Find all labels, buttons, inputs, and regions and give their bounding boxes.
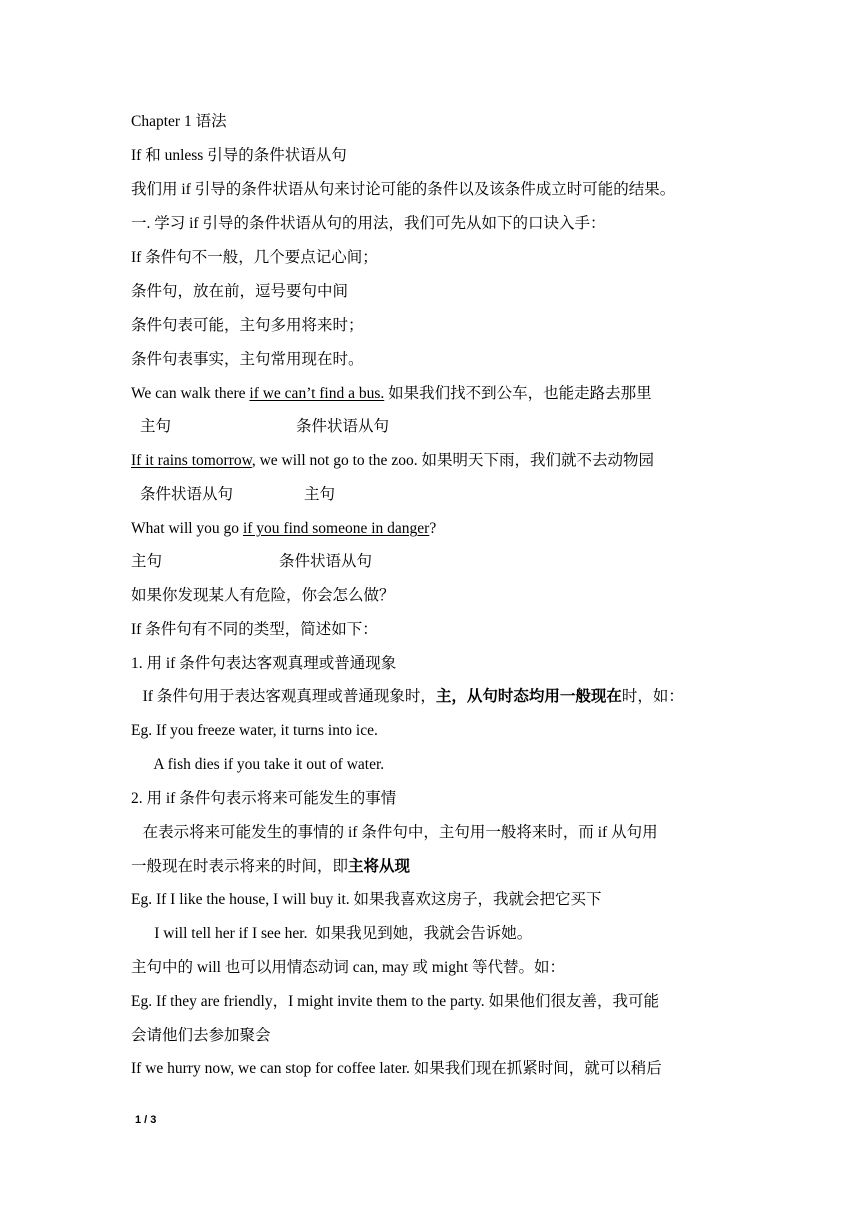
type-two-description: 在表示将来可能发生的事情的 if 条件句中，主句用一般将来时，而 if 从句用 bbox=[131, 824, 658, 841]
section-one-heading: 一. 学习 if 引导的条件状语从句的用法，我们可先从如下的口诀入手： bbox=[131, 215, 606, 232]
type-two-heading: 2. 用 if 条件句表示将来可能发生的事情 bbox=[131, 790, 397, 807]
page-number: 1 / 3 bbox=[135, 1114, 157, 1126]
example-sentence bbox=[131, 383, 741, 405]
example-line: Eg. If you freeze water, it turns into ice. bbox=[131, 722, 378, 739]
emphasis-text: 主将从现 bbox=[348, 858, 411, 875]
example-line: I will tell her if I see her. 如果我见到她，我就会告诉她。 bbox=[131, 925, 533, 942]
conditional-clause-text: If it rains tomorrow bbox=[131, 452, 252, 469]
rhyme-line: 条件句表事实，主句常用现在时。 bbox=[131, 351, 364, 368]
conditional-clause-text: if we can’t find a bus. bbox=[249, 385, 385, 402]
main-clause-label: 主句 bbox=[304, 486, 336, 503]
example-sentence bbox=[131, 518, 741, 540]
conditional-clause-label: 条件状语从句 bbox=[296, 418, 390, 435]
example-line: If we hurry now, we can stop for coffee later. 如果我们现在抓紧时间，就可以稍后 bbox=[131, 1060, 662, 1077]
translation-line: 如果你发现某人有危险，你会怎么做？ bbox=[131, 587, 395, 604]
example-sentence bbox=[131, 450, 741, 472]
example-line: Eg. If they are friendly，I might invite them to the party. 如果他们很友善，我可能 bbox=[131, 993, 660, 1010]
sentence-end-mark: ? bbox=[429, 520, 437, 537]
description-text: If 条件句用于表达客观真理或普通现象时， bbox=[131, 688, 436, 705]
type-one-heading: 1. 用 if 条件句表达客观真理或普通现象 bbox=[131, 655, 397, 672]
description-text: 一般现在时表示将来的时间，即 bbox=[131, 858, 349, 875]
description-text: 时，如： bbox=[621, 688, 684, 705]
emphasis-text: 主，从句时态均用一般现在 bbox=[435, 688, 622, 705]
rhyme-line: 条件句表可能，主句多用将来时； bbox=[131, 317, 364, 334]
conditional-clause-text: if you find someone in danger bbox=[242, 520, 430, 537]
example-line: A fish dies if you take it out of water. bbox=[131, 756, 385, 773]
topic-heading: If 和 unless 引导的条件状语从句 bbox=[131, 147, 347, 164]
conditional-clause-label: 条件状语从句 bbox=[140, 486, 234, 503]
main-clause-text: We can walk there bbox=[131, 385, 250, 402]
types-intro: If 条件句有不同的类型，简述如下： bbox=[131, 621, 378, 638]
example-line: 会请他们去参加聚会 bbox=[131, 1027, 271, 1044]
rhyme-line: If 条件句不一般，几个要点记心间； bbox=[131, 249, 378, 266]
intro-paragraph: 我们用 if 引导的条件状语从句来讨论可能的条件以及该条件成立时可能的结果。 bbox=[131, 181, 676, 198]
main-clause-text: What will you go bbox=[131, 520, 243, 537]
type-one-description bbox=[131, 686, 741, 708]
main-clause-label: 主句 bbox=[140, 418, 172, 435]
translation-text: 如果明天下雨，我们就不去动物园 bbox=[417, 452, 654, 469]
main-clause-text: , we will not go to the zoo. bbox=[251, 452, 418, 469]
main-clause-label: 主句 bbox=[131, 553, 163, 570]
type-two-description bbox=[131, 856, 741, 878]
conditional-clause-label: 条件状语从句 bbox=[279, 553, 373, 570]
modal-note: 主句中的 will 也可以用情态动词 can, may 或 might 等代替。如： bbox=[131, 959, 565, 976]
translation-text: 如果我们找不到公车，也能走路去那里 bbox=[384, 385, 652, 402]
chapter-heading: Chapter 1 语法 bbox=[131, 113, 227, 130]
example-line: Eg. If I like the house, I will buy it. 如果我喜欢这房子，我就会把它买下 bbox=[131, 891, 602, 908]
rhyme-line: 条件句，放在前，逗号要句中间 bbox=[131, 283, 349, 300]
